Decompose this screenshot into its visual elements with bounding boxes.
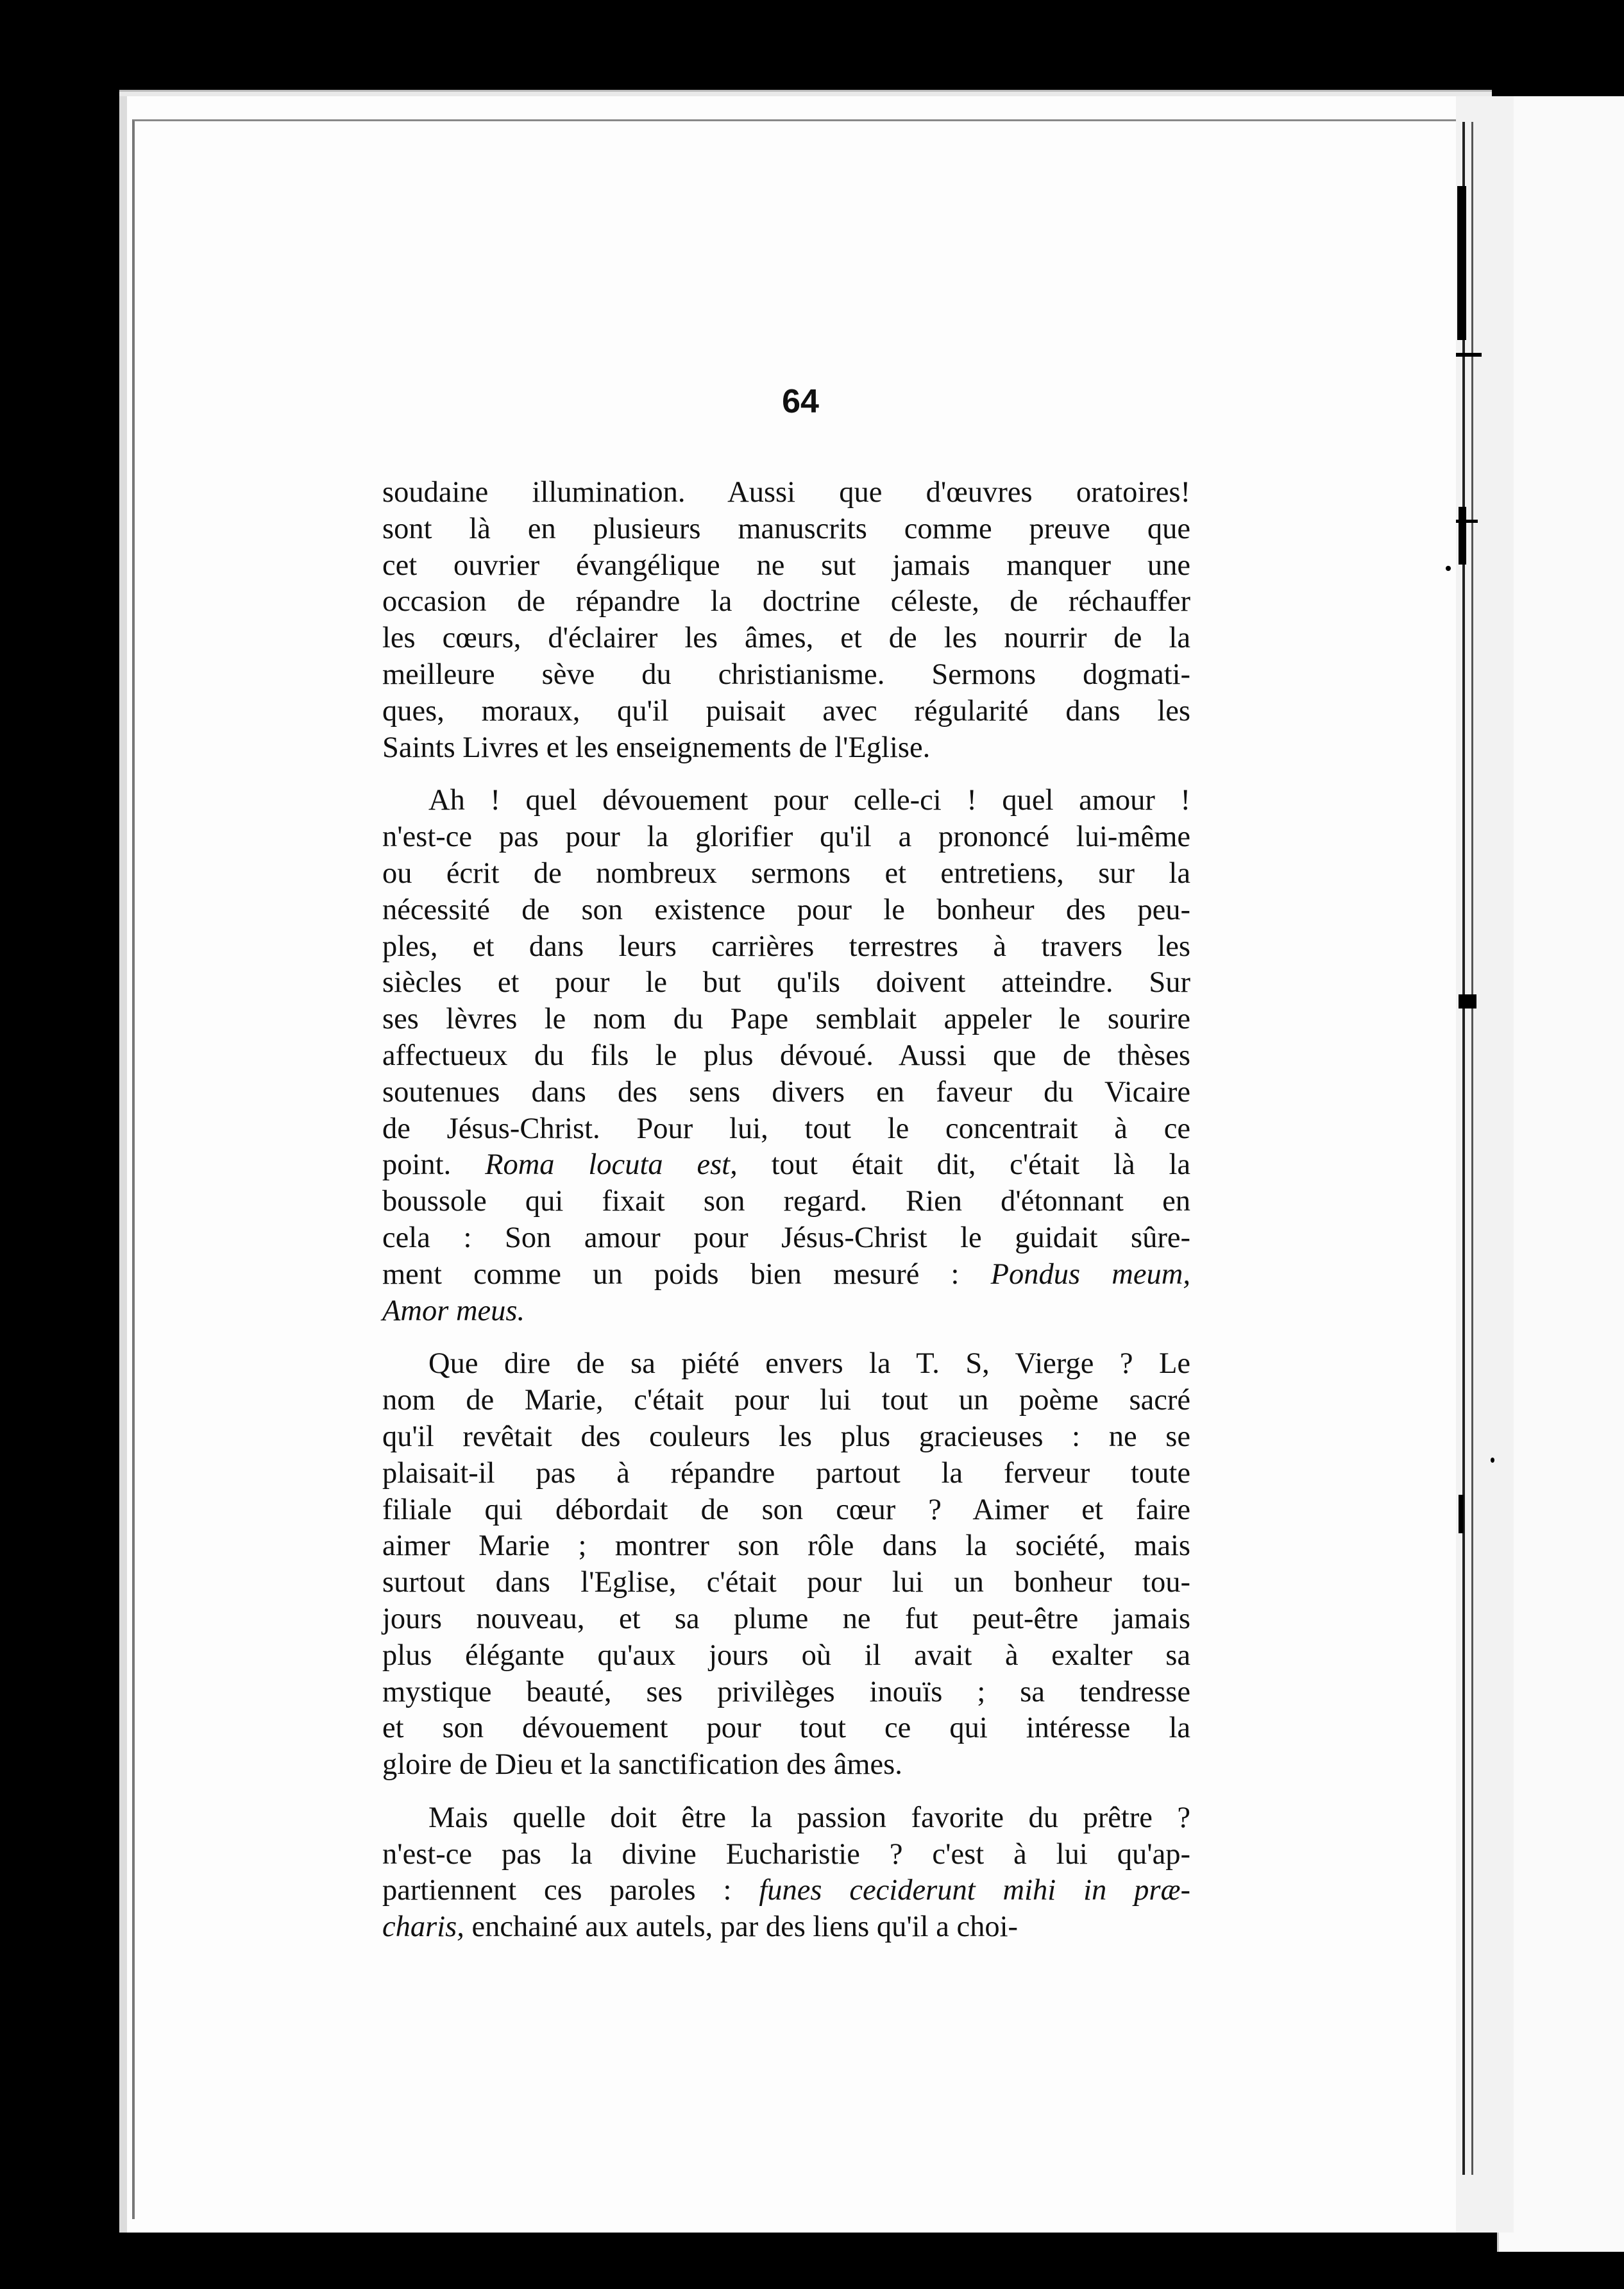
line-text: partiennent ces paroles : (382, 1874, 759, 1907)
line-text: cet ouvrier évangélique ne sut jamais manquer une (382, 549, 1190, 582)
text-line (382, 1565, 1190, 1601)
text-line (382, 1038, 1190, 1075)
line-text: ques, moraux, qu'il puisait avec régularité dans les (382, 694, 1190, 728)
text-line (382, 1638, 1190, 1674)
text-line (382, 548, 1190, 584)
line-text: Que dire de sa piété envers la T. S, Vierge ? Le (428, 1347, 1190, 1381)
line-text: jours nouveau, et sa plume ne fut peut-être jamais (382, 1602, 1190, 1635)
paragraph (382, 475, 1190, 766)
line-text: siècles et pour le but qu'ils doivent atteindre. Sur (382, 966, 1190, 1000)
text-line (382, 783, 1190, 819)
binding-mark (1456, 520, 1478, 523)
text-line (382, 475, 1190, 511)
line-text: tout était dit, c'était là la (737, 1148, 1191, 1182)
binding-mark (1456, 353, 1482, 357)
line-text: n'est-ce pas la divine Eucharistie ? c'est à lui qu'ap- (382, 1837, 1190, 1871)
line-text: nécessité de son existence pour le bonheur des peu- (382, 893, 1190, 926)
text-line (382, 1075, 1190, 1111)
binding-line-secondary (1471, 122, 1473, 2175)
text-line (382, 1001, 1190, 1038)
line-text: Mais quelle doit être la passion favorite du prêtre ? (428, 1801, 1190, 1834)
text-line (382, 1747, 1190, 1783)
line-text: point. (382, 1148, 486, 1182)
italic-text: Roma locuta est, (485, 1148, 738, 1182)
text-line (382, 892, 1190, 929)
page-left-edge (119, 96, 127, 2233)
scan-speck (1446, 566, 1451, 571)
line-text: de Jésus-Christ. Pour lui, tout le concentrait à ce (382, 1112, 1190, 1145)
binding-mark (1457, 186, 1466, 340)
line-text: occasion de répandre la doctrine céleste, de réchauffer (382, 585, 1190, 618)
text-line (382, 1492, 1190, 1529)
binding-mark (1459, 1495, 1464, 1533)
text-line (382, 1674, 1190, 1711)
line-text: plaisait-il pas à répandre partout la ferveur toute (382, 1456, 1190, 1490)
line-text: boussole qui fixait son regard. Rien d'étonnant en (382, 1185, 1190, 1218)
line-text: gloire de Dieu et la sanctification des âmes. (382, 1748, 902, 1782)
text-line (382, 511, 1190, 548)
line-text: surtout dans l'Eglise, c'était pour lui un bonheur tou- (382, 1566, 1190, 1599)
text-line (382, 694, 1190, 730)
paragraph-gap (382, 1783, 1190, 1800)
text-line (382, 1346, 1190, 1383)
text-line (382, 657, 1190, 694)
paragraph (382, 1800, 1190, 1946)
line-text: ou écrit de nombreux sermons et entretiens, sur la (382, 856, 1190, 890)
text-line (382, 1528, 1190, 1565)
line-text: affectueux du fils le plus dévoué. Aussi que de thèses (382, 1039, 1190, 1072)
text-line (382, 1220, 1190, 1257)
text-line (382, 620, 1190, 657)
text-line (382, 730, 1190, 767)
adjacent-page-edge (1497, 96, 1624, 2252)
line-text: meilleure sève du christianisme. Sermons dogmati- (382, 658, 1190, 691)
binding-mark (1459, 507, 1466, 565)
line-text: Ah ! quel dévouement pour celle-ci ! quel amour ! (428, 784, 1190, 817)
line-text: cela : Son amour pour Jésus-Christ le guidait sûre- (382, 1221, 1190, 1254)
text-line (382, 1111, 1190, 1148)
paragraph-gap (382, 1329, 1190, 1346)
line-text: Saints Livres et les enseignements de l'Eglise. (382, 731, 931, 764)
text-line (382, 1257, 1190, 1293)
line-text: soudaine illumination. Aussi que d'œuvres oratoires! (382, 476, 1190, 509)
text-line (382, 1293, 1190, 1330)
paragraph-gap (382, 766, 1190, 783)
line-text: les cœurs, d'éclairer les âmes, et de les nourrir de la (382, 622, 1190, 655)
italic-text: charis, (382, 1910, 464, 1944)
text-line (382, 1147, 1190, 1184)
text-line (382, 819, 1190, 856)
text-line (382, 965, 1190, 1001)
italic-text: funes ceciderunt mihi in præ- (759, 1874, 1190, 1907)
paragraph (382, 783, 1190, 1329)
line-text: ment comme un poids bien mesuré : (382, 1257, 991, 1291)
binding-line (1462, 122, 1465, 2175)
text-line (382, 584, 1190, 620)
binding-mark (1459, 994, 1476, 1008)
text-line (382, 1184, 1190, 1220)
line-text: filiale qui débordait de son cœur ? Aimer et faire (382, 1493, 1190, 1526)
body-text (382, 475, 1190, 1946)
scan-speck (53, 1334, 62, 1345)
paragraph (382, 1346, 1190, 1783)
text-line (382, 1383, 1190, 1419)
text-line (382, 1909, 1190, 1946)
scan-speck (141, 32, 146, 38)
line-text: n'est-ce pas pour la glorifier qu'il a prononcé lui-même (382, 821, 1190, 854)
line-text: plus élégante qu'aux jours où il avait à exalter sa (382, 1638, 1190, 1672)
line-text: ples, et dans leurs carrières terrestres à travers les (382, 930, 1190, 963)
italic-text: Pondus meum, (990, 1257, 1190, 1291)
line-text: soutenues dans des sens divers en faveur du Vicaire (382, 1075, 1190, 1109)
text-line (382, 1800, 1190, 1837)
line-text: qu'il revêtait des couleurs les plus gracieuses : ne se (382, 1420, 1190, 1453)
line-text: aimer Marie ; montrer son rôle dans la société, mais (382, 1529, 1190, 1563)
line-text: enchainé aux autels, par des liens qu'il a choi- (464, 1910, 1019, 1944)
line-text: mystique beauté, ses privilèges inouïs ; sa tendresse (382, 1675, 1190, 1708)
line-text: sont là en plusieurs manuscrits comme preuve que (382, 512, 1190, 545)
line-text: nom de Marie, c'était pour lui tout un poème sacré (382, 1384, 1190, 1417)
text-line (382, 1873, 1190, 1909)
page-number: 64 (782, 383, 819, 420)
text-line (382, 1419, 1190, 1456)
text-line (382, 1837, 1190, 1873)
text-line (382, 929, 1190, 966)
binding-strip (1456, 96, 1514, 2233)
text-line (382, 856, 1190, 892)
scan-speck (1491, 1458, 1494, 1463)
text-line (382, 1601, 1190, 1638)
text-line (382, 1456, 1190, 1492)
italic-text: Amor meus. (382, 1294, 525, 1327)
line-text: et son dévouement pour tout ce qui intéresse la (382, 1712, 1190, 1745)
text-line (382, 1710, 1190, 1747)
line-text: ses lèvres le nom du Pape semblait appeler le sourire (382, 1003, 1190, 1036)
